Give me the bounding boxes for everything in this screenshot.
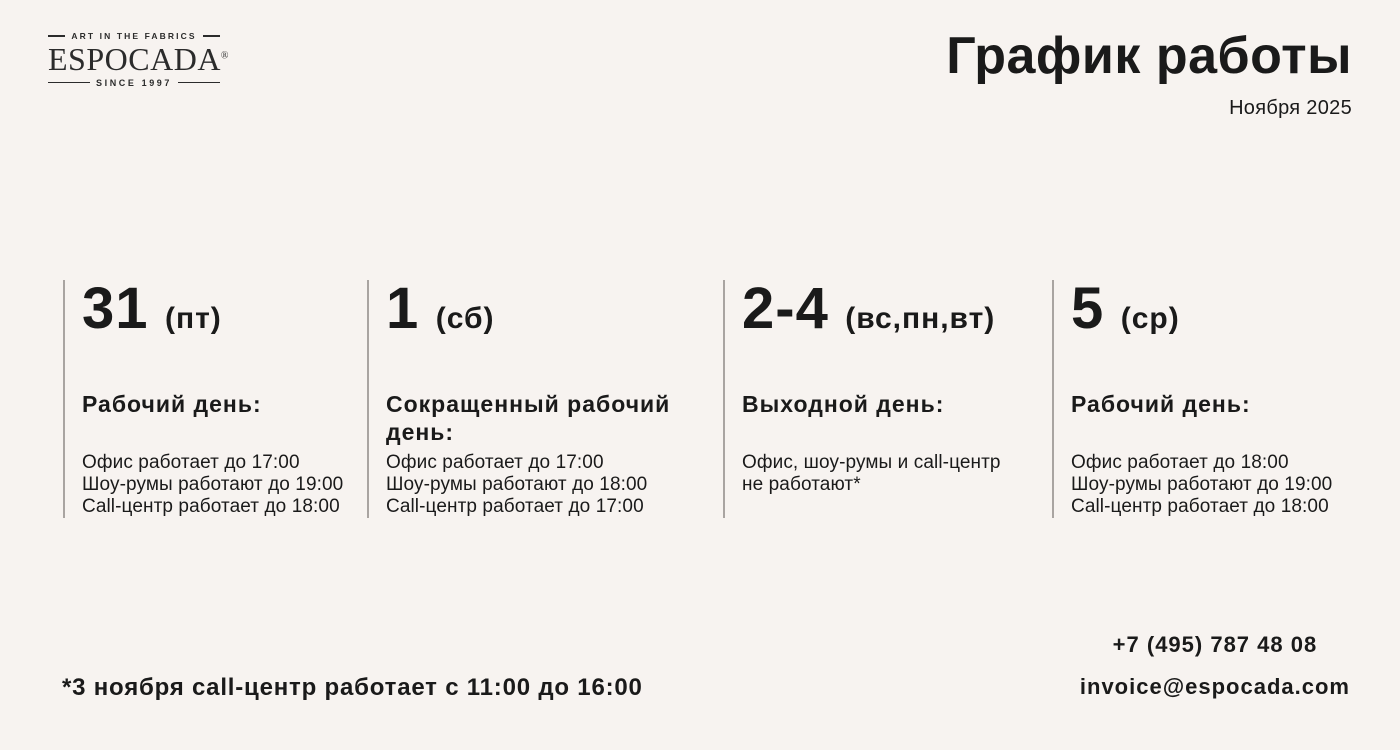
day-number: 31: [82, 276, 149, 341]
registered-trademark-icon: ®: [220, 50, 229, 62]
hours-line: Call-центр работает до 18:00: [82, 496, 340, 517]
hours-list: [742, 452, 1052, 496]
contact-email: invoice@espocada.com: [1079, 674, 1350, 699]
hours-list: [1071, 452, 1362, 518]
day-number: 1: [386, 276, 420, 341]
day-heading: [1071, 276, 1362, 353]
hours-line: Шоу-румы работают до 19:00: [1071, 474, 1333, 495]
schedule-column-nov5: [1052, 276, 1362, 518]
day-type-label: Рабочий день:: [1071, 391, 1251, 417]
schedule-column-nov2-4: [723, 276, 1052, 518]
day-heading: [742, 276, 1052, 353]
logo-tagline: ART IN THE FABRICS: [71, 31, 197, 41]
day-weekday: (вс,пн,вт): [845, 302, 996, 335]
schedule-column-oct31: [63, 276, 367, 518]
day-type-label: Выходной день:: [742, 391, 945, 417]
day-weekday: (пт): [164, 302, 222, 335]
page-title: График работы: [946, 27, 1352, 85]
contact-phone: +7 (495) 787 48 08: [1112, 632, 1318, 657]
page-header: [946, 28, 1352, 120]
logo-rule-left: [48, 82, 90, 84]
logo-rule-left: [48, 35, 65, 37]
day-weekday: (ср): [1120, 302, 1180, 335]
logo-rule-right: [178, 82, 220, 84]
logo-rule-right: [203, 35, 220, 37]
espocada-logo: [48, 31, 229, 88]
hours-line: Шоу-румы работают до 18:00: [386, 474, 648, 495]
footnote: *3 ноября call-центр работает с 11:00 до 16:00: [62, 674, 643, 701]
logo-since-year: SINCE 1997: [95, 77, 173, 88]
day-number: 2-4: [742, 276, 829, 341]
contacts-block: [1080, 632, 1350, 700]
hours-line: Call-центр работает до 17:00: [386, 496, 644, 517]
day-type-label: Рабочий день:: [82, 391, 262, 417]
day-type-label: Сокращенный рабочий день:: [386, 391, 671, 445]
day-weekday: (сб): [435, 302, 495, 335]
hours-line: Офис работает до 18:00: [1071, 452, 1289, 473]
day-heading: [82, 276, 367, 353]
logo-bottom-row: [48, 78, 220, 88]
schedule-columns: [63, 276, 1370, 518]
hours-list: [386, 452, 723, 518]
hours-line: Офис работает до 17:00: [82, 452, 300, 473]
page-subtitle: Ноября 2025: [1229, 97, 1352, 120]
hours-line: Офис, шоу-румы и call-центр: [742, 452, 1001, 473]
logo-wordmark: [48, 41, 229, 77]
day-number: 5: [1071, 276, 1105, 341]
hours-line: Шоу-румы работают до 19:00: [82, 474, 344, 495]
hours-line: Офис работает до 17:00: [386, 452, 604, 473]
hours-line: не работают*: [742, 474, 861, 495]
logo-top-row: [48, 31, 220, 41]
hours-line: Call-центр работает до 18:00: [1071, 496, 1329, 517]
schedule-column-nov1: [367, 276, 723, 518]
logo-brand-name: ESPOCADA: [48, 41, 221, 77]
day-heading: [386, 276, 723, 353]
hours-list: [82, 452, 367, 518]
